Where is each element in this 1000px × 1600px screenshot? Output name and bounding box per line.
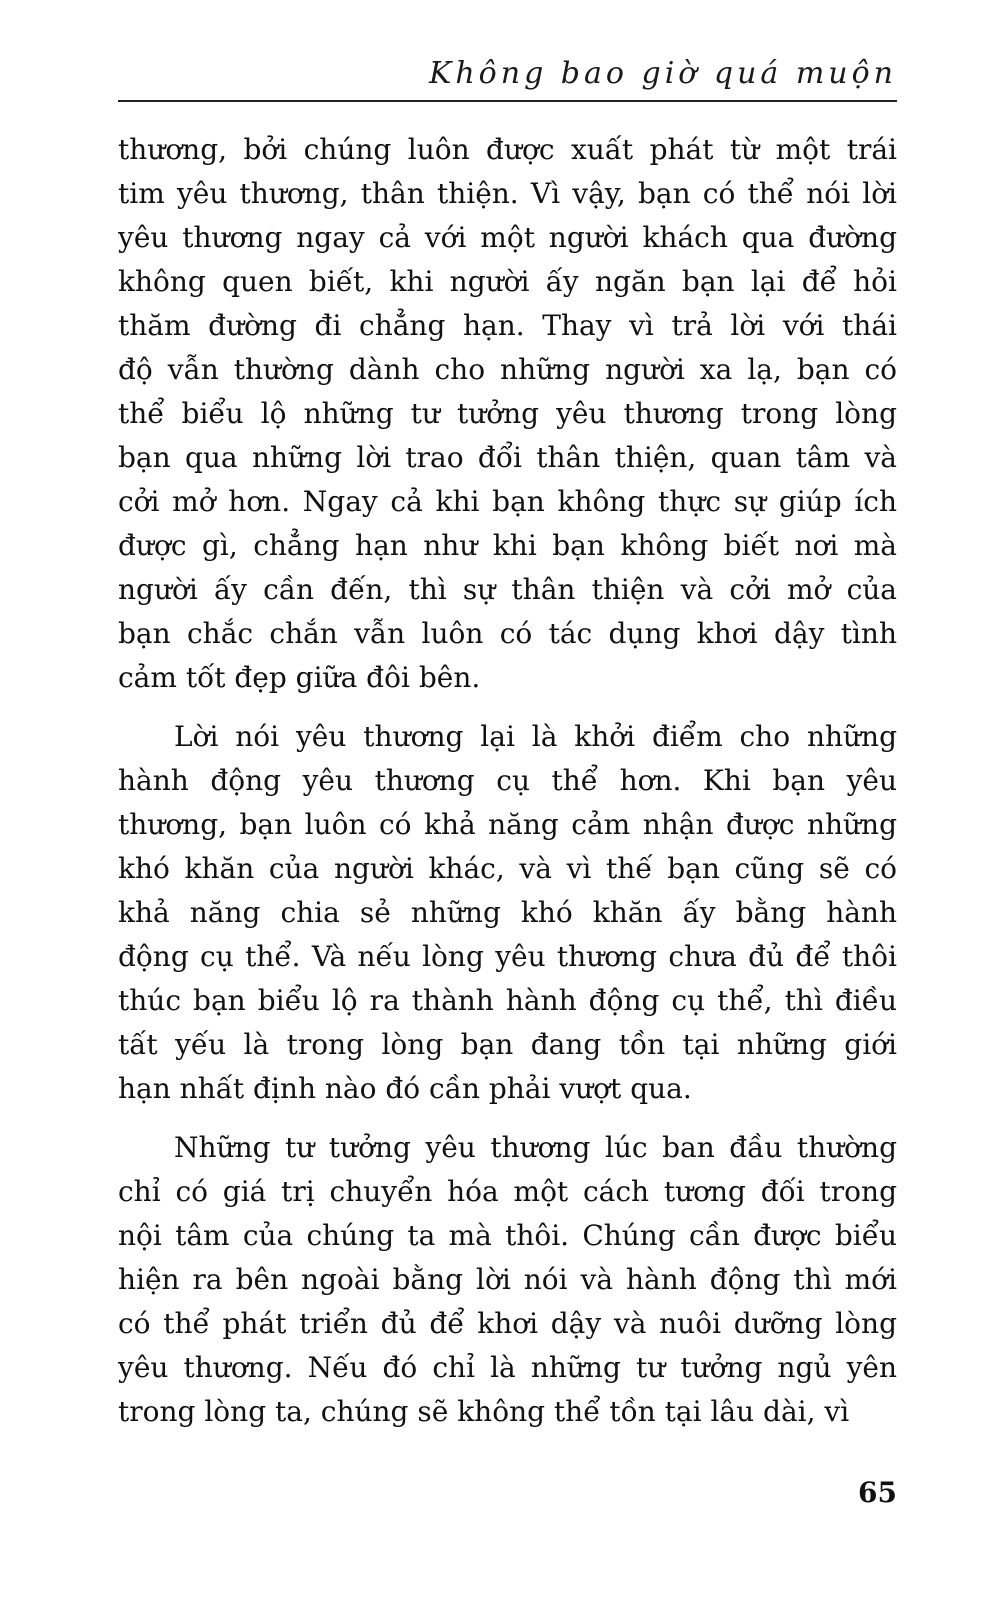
- text-line: tim yêu thương, thân thiện. Vì vậy, bạn có thể nói lời: [118, 177, 897, 210]
- text-line: chỉ có giá trị chuyển hóa một cách tương đối trong: [118, 1175, 897, 1208]
- text-line: cảm tốt đẹp giữa đôi bên.: [118, 661, 481, 694]
- body-text: [118, 128, 897, 1434]
- text-line: nội tâm của chúng ta mà thôi. Chúng cần được biểu: [118, 1219, 897, 1252]
- text-line: bạn chắc chắn vẫn luôn có tác dụng khơi dậy tình: [118, 617, 897, 650]
- text-line: Lời nói yêu thương lại là khởi điểm cho những: [174, 720, 897, 753]
- running-header: [118, 50, 897, 102]
- text-line: được gì, chẳng hạn như khi bạn không biết nơi mà: [118, 529, 897, 562]
- text-line: bạn qua những lời trao đổi thân thiện, quan tâm và: [118, 441, 897, 474]
- page-number: 65: [858, 1476, 897, 1509]
- text-line: không quen biết, khi người ấy ngăn bạn lại để hỏi: [118, 265, 897, 298]
- text-line: khó khăn của người khác, và vì thế bạn cũng sẽ có: [118, 852, 897, 885]
- text-line: thúc bạn biểu lộ ra thành hành động cụ thể, thì điều: [118, 984, 897, 1017]
- text-line: người ấy cần đến, thì sự thân thiện và cởi mở của: [118, 573, 897, 606]
- text-line: thương, bạn luôn có khả năng cảm nhận được những: [118, 808, 897, 841]
- text-line: trong lòng ta, chúng sẽ không thể tồn tại lâu dài, vì: [118, 1395, 850, 1428]
- text-line: thăm đường đi chẳng hạn. Thay vì trả lời với thái: [118, 309, 897, 342]
- text-line: Những tư tưởng yêu thương lúc ban đầu thường: [174, 1131, 897, 1164]
- paragraph: [118, 128, 897, 700]
- paragraph: [118, 715, 897, 1111]
- text-line: khả năng chia sẻ những khó khăn ấy bằng hành: [118, 896, 897, 929]
- text-line: cởi mở hơn. Ngay cả khi bạn không thực sự giúp ích: [118, 485, 897, 518]
- text-line: độ vẫn thường dành cho những người xa lạ, bạn có: [118, 353, 897, 386]
- text-line: thương, bởi chúng luôn được xuất phát từ một trái: [118, 133, 897, 166]
- text-line: hạn nhất định nào đó cần phải vượt qua.: [118, 1072, 692, 1105]
- text-line: thể biểu lộ những tư tưởng yêu thương trong lòng: [118, 397, 897, 430]
- running-title: Không bao giờ quá muộn: [428, 56, 897, 91]
- text-line: động cụ thể. Và nếu lòng yêu thương chưa đủ để thôi: [118, 940, 897, 973]
- text-line: hành động yêu thương cụ thể hơn. Khi bạn yêu: [118, 764, 897, 797]
- text-line: tất yếu là trong lòng bạn đang tồn tại những giới: [118, 1028, 897, 1061]
- text-line: yêu thương ngay cả với một người khách qua đường: [118, 221, 897, 254]
- text-line: yêu thương. Nếu đó chỉ là những tư tưởng ngủ yên: [118, 1351, 897, 1384]
- paragraph: [118, 1126, 897, 1434]
- text-line: có thể phát triển đủ để khơi dậy và nuôi dưỡng lòng: [118, 1307, 897, 1340]
- text-line: hiện ra bên ngoài bằng lời nói và hành động thì mới: [118, 1263, 897, 1296]
